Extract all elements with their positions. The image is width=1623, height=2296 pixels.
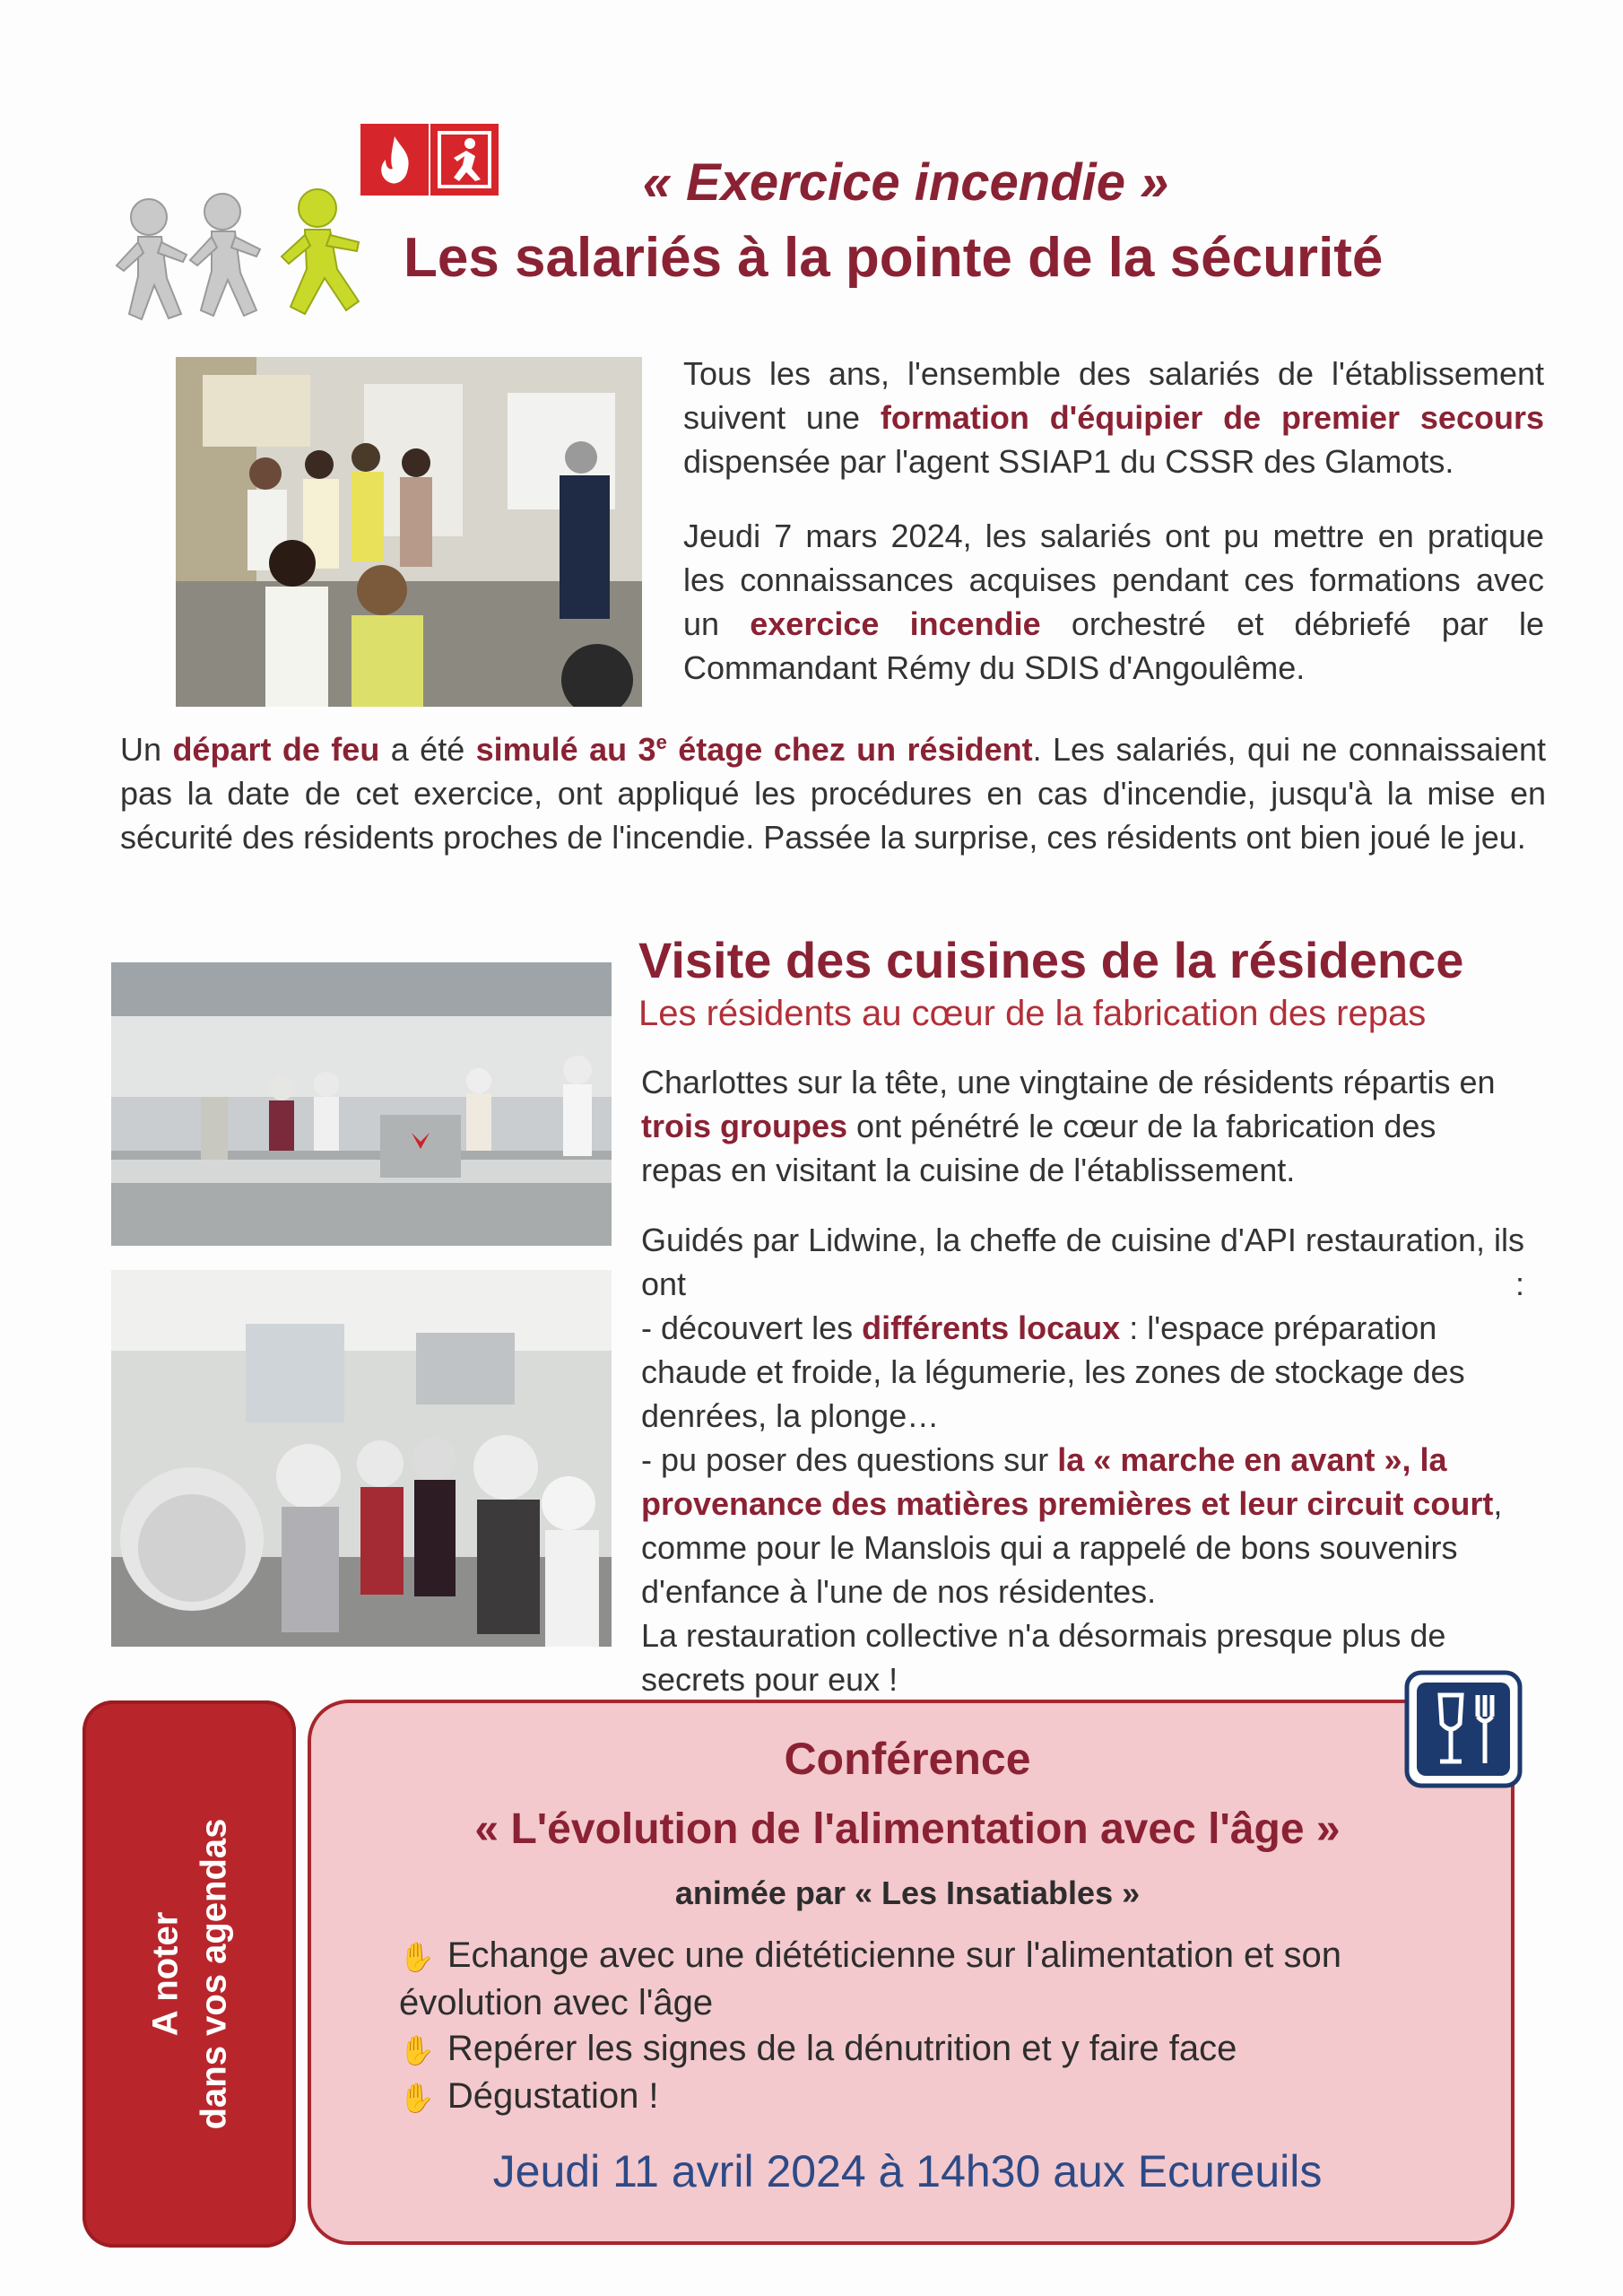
- paragraph-guides: Guidés par Lidwine, la cheffe de cuisine d'API restauration, ils ont : - découvert les différents locaux : l'espace préparation chaude et froide, la légumerie, les zones de stockage des denrées, la plonge… - pu poser des questions sur la « marche en avant », la provenance des matières premières et leur circuit court, comme pour le Manslois qui a rappelé de bons souvenirs d'enfance à l'une de nos résidentes. La restauration collective n'a désormais presque plus de secrets pour eux !: [641, 1222, 1524, 1698]
- conference-subtitle: « L'évolution de l'alimentation avec l'âge »: [474, 1805, 1341, 1853]
- kitchen-section-title: Visite des cuisines de la résidence: [638, 932, 1464, 988]
- conference-date: Jeudi 11 avril 2024 à 14h30 aux Ecureuils: [492, 2146, 1323, 2196]
- conference-title: Conférence: [784, 1734, 1031, 1784]
- conference-bullet: ✋ Echange avec une diététicienne sur l'alimentation et son évolution avec l'âge: [399, 1935, 1342, 2022]
- fire-icon: [360, 124, 429, 196]
- conference-bullet: ✋ Dégustation !: [399, 2076, 659, 2116]
- paragraph-formation: Tous les ans, l'ensemble des salariés de l'établissement suivent une formation d'équipier de premier secours dispensée par l'agent SSIAP1 du CSSR des Glamots.: [683, 355, 1544, 480]
- emergency-exit-icon: [430, 124, 499, 196]
- photo-kitchen-2: [111, 1270, 612, 1647]
- paragraph-charlottes: Charlottes sur la tête, une vingtaine de résidents répartis en trois groupes ont pénétré le cœur de la fabrication des repas en visitant la cuisine de l'établissement.: [641, 1064, 1496, 1188]
- photo-fire-training: [176, 357, 642, 707]
- hand-icon: ✋: [399, 2082, 435, 2114]
- paragraph-depart-feu: Un départ de feu a été simulé au 3e étage chez un résident. Les salariés, qui ne connaissaient pas la date de cet exercice, ont appliqué les procédures en cas d'incendie, jusqu'à la mise en sécurité des résidents proches de l'incendie. Passée la surprise, ces résidents ont bien joué le jeu.: [120, 731, 1547, 856]
- agenda-line-2: dans vos agendas: [194, 1818, 234, 2130]
- running-figures-illustration: [106, 179, 402, 332]
- title-salaries-securite: Les salariés à la pointe de la sécurité: [404, 227, 1384, 289]
- safety-signs: [360, 124, 497, 196]
- conference-bullet: ✋ Repérer les signes de la dénutrition et y faire face: [399, 2029, 1237, 2068]
- agenda-line-1: A noter: [145, 1911, 186, 2037]
- conference-bullet-list: [399, 1933, 1466, 2121]
- conference-animated-by: animée par « Les Insatiables »: [674, 1874, 1141, 1911]
- photo-kitchen-1: [111, 962, 612, 1246]
- hand-icon: ✋: [399, 2034, 435, 2066]
- agenda-tab-text: [82, 1700, 296, 2248]
- hand-icon: ✋: [399, 1941, 435, 1973]
- paragraph-exercice: Jeudi 7 mars 2024, les salariés ont pu mettre en pratique les connaissances acquises pendant ces formations avec un exercice incendie orchestré et débriefé par le Commandant Rémy du SDIS d'Angoulême.: [683, 517, 1544, 686]
- kitchen-section-subtitle: Les résidents au cœur de la fabrication des repas: [638, 994, 1427, 1033]
- title-exercice-incendie: « Exercice incendie »: [642, 153, 1169, 212]
